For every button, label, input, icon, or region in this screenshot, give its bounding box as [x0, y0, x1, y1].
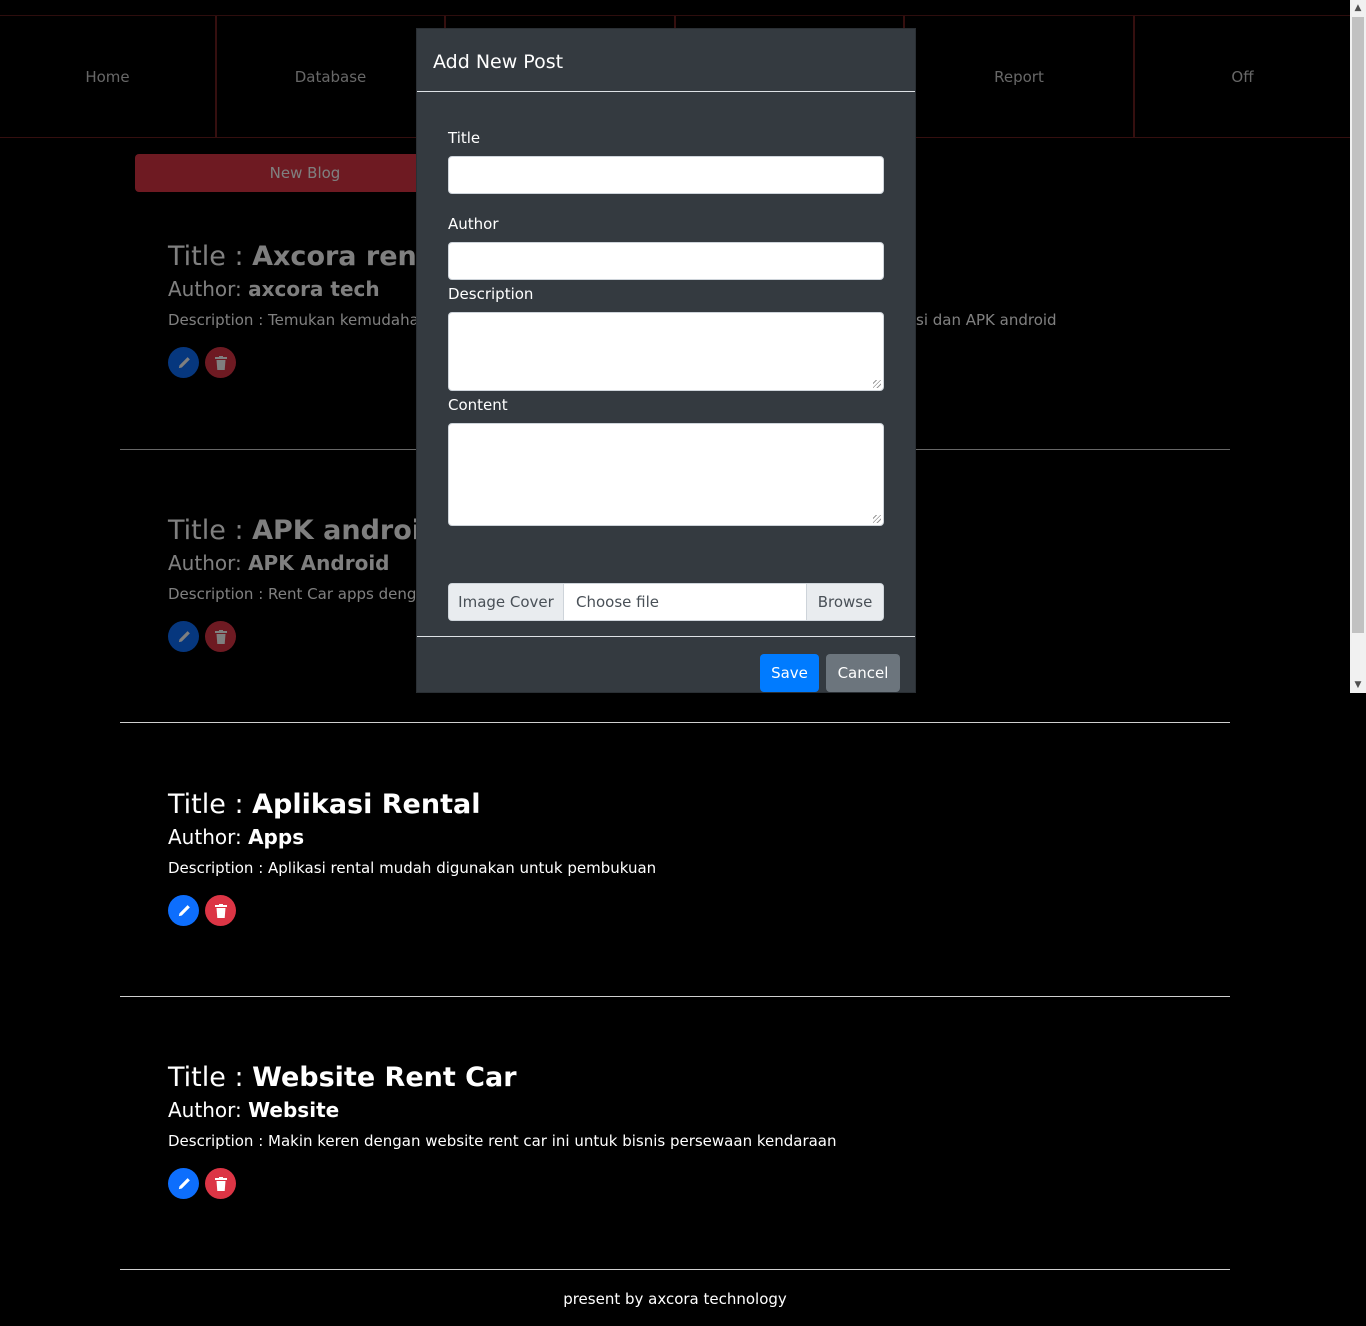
- pencil-icon: [177, 904, 191, 918]
- scroll-up-icon[interactable]: ▲: [1354, 3, 1362, 13]
- modal-header: [417, 29, 915, 92]
- page-scrollbar[interactable]: [1350, 0, 1366, 693]
- pencil-icon: [177, 1177, 191, 1191]
- footer-text: present by axcora technology: [563, 1290, 787, 1308]
- content-textarea[interactable]: [448, 423, 884, 526]
- post-description: Description : Aplikasi rental mudah digunakan untuk pembukuan: [168, 859, 657, 877]
- trash-icon: [215, 904, 227, 918]
- delete-button[interactable]: [205, 1168, 236, 1199]
- author-label: Author: [448, 215, 499, 233]
- post-description: Description : Makin keren dengan website rent car ini untuk bisnis persewaan kendaraan: [168, 1132, 837, 1150]
- edit-button[interactable]: [168, 1168, 199, 1199]
- post-divider: [120, 722, 1230, 723]
- description-label: Description: [448, 285, 534, 303]
- post-title: Title : Aplikasi Rental: [168, 789, 481, 820]
- post-author: Author: Website: [168, 1098, 340, 1122]
- scrollbar-thumb[interactable]: [1352, 17, 1364, 633]
- trash-icon: [215, 1177, 227, 1191]
- add-post-modal: [416, 28, 916, 693]
- image-cover-file-input[interactable]: [448, 583, 884, 621]
- resize-handle-icon[interactable]: [873, 515, 881, 523]
- cancel-button[interactable]: Cancel: [826, 654, 900, 692]
- post-divider: [120, 1269, 1230, 1270]
- file-name-display[interactable]: Choose file: [576, 593, 659, 611]
- title-input[interactable]: [448, 156, 884, 194]
- post-item: [168, 1061, 1168, 1199]
- browse-button[interactable]: Browse: [806, 584, 883, 620]
- edit-button[interactable]: [168, 895, 199, 926]
- content-label: Content: [448, 396, 508, 414]
- author-input[interactable]: [448, 242, 884, 280]
- title-label: Title: [448, 129, 481, 147]
- post-author: Author: Apps: [168, 825, 305, 849]
- resize-handle-icon[interactable]: [873, 380, 881, 388]
- post-item: [168, 788, 1168, 926]
- image-cover-label: Image Cover: [449, 584, 564, 620]
- scroll-down-icon[interactable]: ▼: [1354, 680, 1362, 690]
- delete-button[interactable]: [205, 895, 236, 926]
- post-title: Title : Website Rent Car: [168, 1062, 517, 1093]
- modal-footer: [417, 636, 915, 693]
- save-button[interactable]: Save: [760, 654, 819, 692]
- post-divider: [120, 996, 1230, 997]
- description-textarea[interactable]: [448, 312, 884, 391]
- modal-title: Add New Post: [433, 51, 564, 73]
